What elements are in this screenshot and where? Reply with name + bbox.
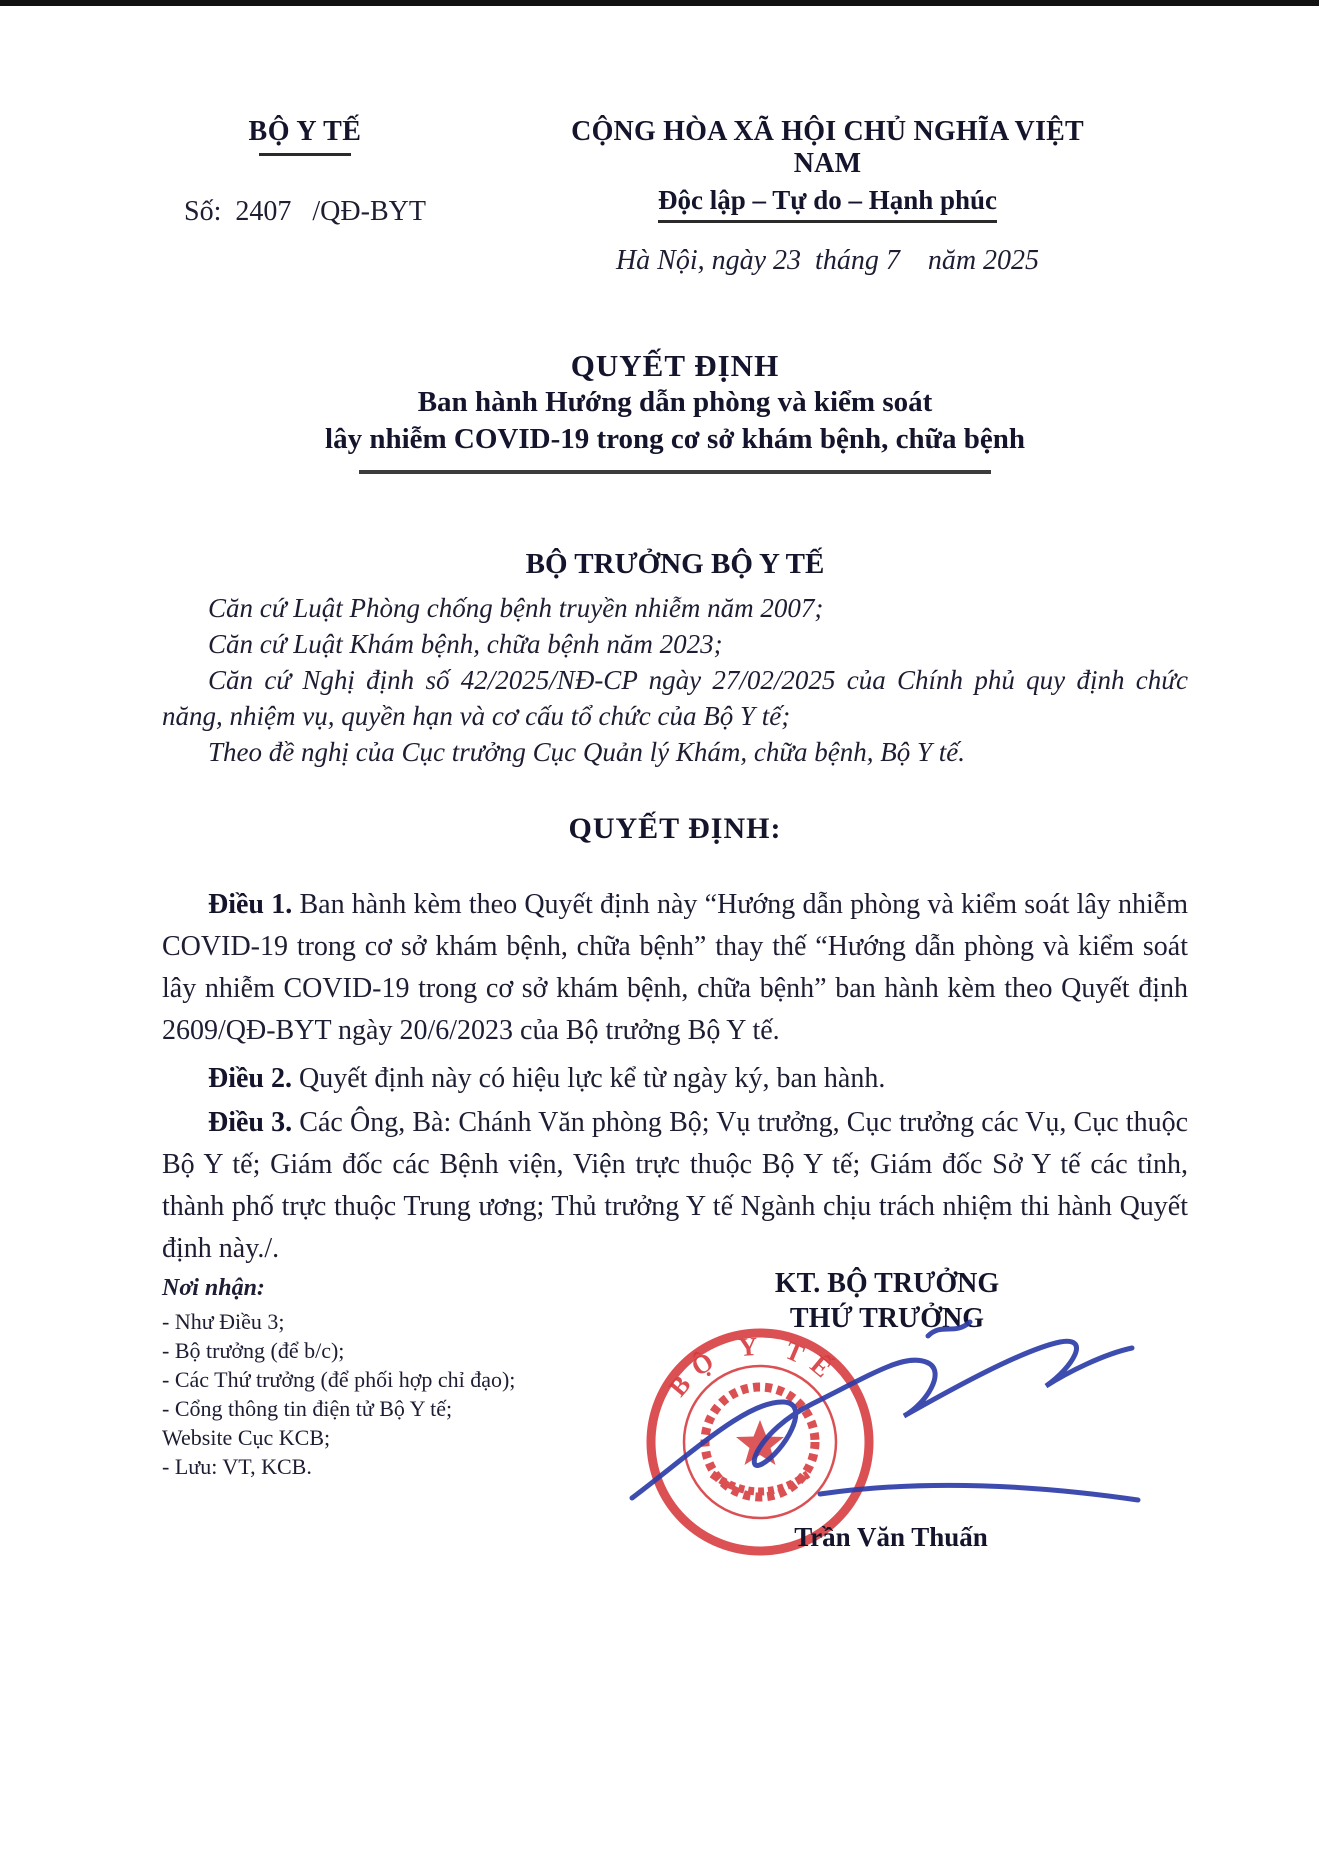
article-1-text: Ban hành kèm theo Quyết định này “Hướng dẫn phòng và kiểm soát lây nhiễm COVID-19 trong cơ sở khám bệnh, chữa bệnh” thay thế “Hướng dẫn phòng và kiểm soát lây nhiễm COVID-19 trong cơ sở khám bệnh, chữa bệnh” ban hành kèm theo Quyết định 2609/QĐ-BYT ngày 20/6/2023 của Bộ trưởng Bộ Y tế. — [162, 889, 1188, 1046]
recipient-item: - Bộ trưởng (để b/c); — [162, 1338, 345, 1363]
recitals-block — [162, 590, 1188, 770]
place-and-date: Hà Nội, ngày 23 tháng 7 năm 2025 — [615, 245, 1040, 276]
document-subtitle-line1: Ban hành Hướng dẫn phòng và kiểm soát — [417, 386, 933, 418]
recipients-block — [162, 1274, 592, 1481]
signature-authority-line: KT. BỘ TRƯỞNG — [774, 1268, 1000, 1299]
article-2-label: Điều 2. — [208, 1063, 292, 1094]
header-left-column — [160, 116, 450, 228]
recipient-item: - Như Điều 3; — [162, 1309, 285, 1334]
recipient-item: - Lưu: VT, KCB. — [162, 1454, 312, 1479]
recipient-item: Website Cục KCB; — [162, 1425, 331, 1450]
recipients-heading: Nơi nhận: — [162, 1275, 265, 1301]
recital-line: Căn cứ Luật Phòng chống bệnh truyền nhiễm năm 2007; — [208, 593, 824, 623]
recital-line: Căn cứ Luật Khám bệnh, chữa bệnh năm 2023; — [208, 629, 723, 659]
document-number: Số: 2407 /QĐ-BYT — [184, 196, 426, 227]
article-3-text: Các Ông, Bà: Chánh Văn phòng Bộ; Vụ trưởng, Cục trưởng các Vụ, Cục thuộc Bộ Y tế; Giám đốc các Bệnh viện, Viện trực thuộc Bộ Y tế; Giám đốc Sở Y tế các tỉnh, thành phố trực thuộc Trung ương; Thủ trưởng Y tế Ngành chịu trách nhiệm thi hành Quyết định này./. — [162, 1107, 1189, 1264]
national-motto: Độc lập – Tự do – Hạnh phúc — [658, 185, 997, 223]
issuing-org: BỘ Y TẾ — [248, 116, 362, 147]
document-subtitle-line2: lây nhiễm COVID-19 trong cơ sở khám bệnh, chữa bệnh — [325, 423, 1025, 455]
handwritten-signature — [598, 1292, 1146, 1524]
recipient-item: - Cổng thông tin điện tử Bộ Y tế; — [162, 1396, 453, 1421]
org-underline — [259, 153, 351, 156]
article-1-label: Điều 1. — [208, 889, 293, 920]
decision-heading: QUYẾT ĐỊNH: — [568, 812, 782, 845]
signer-name: Trần Văn Thuấn — [794, 1522, 988, 1552]
article-2-text: Quyết định này có hiệu lực kể từ ngày ký, ban hành. — [292, 1063, 886, 1094]
title-block — [162, 348, 1188, 474]
authority-heading: BỘ TRƯỞNG BỘ Y TẾ — [525, 548, 825, 580]
article-3-label: Điều 3. — [208, 1107, 293, 1138]
signature-role-line: THỨ TRƯỞNG — [789, 1303, 985, 1334]
recital-line: Căn cứ Nghị định số 42/2025/NĐ-CP ngày 27/02/2025 của Chính phủ quy định chức năng, nhiệm vụ, quyền hạn và cơ cấu tổ chức của Bộ Y tế; — [162, 665, 1188, 731]
document-title: QUYẾT ĐỊNH — [570, 348, 780, 383]
title-rule — [359, 470, 991, 474]
article-2 — [162, 1058, 1188, 1100]
article-1 — [162, 884, 1188, 1052]
svg-text:BỘ Y TẾ: BỘ Y TẾ — [663, 1331, 845, 1402]
national-title: CỘNG HÒA XÃ HỘI CHỦ NGHĨA VIỆT NAM — [571, 116, 1084, 179]
article-3 — [162, 1102, 1188, 1270]
recipient-item: - Các Thứ trưởng (để phối hợp chỉ đạo); — [162, 1367, 516, 1392]
scan-top-edge — [0, 0, 1319, 6]
header-right-column — [540, 116, 1115, 277]
recital-line: Theo đề nghị của Cục trưởng Cục Quản lý Khám, chữa bệnh, Bộ Y tế. — [208, 737, 966, 767]
